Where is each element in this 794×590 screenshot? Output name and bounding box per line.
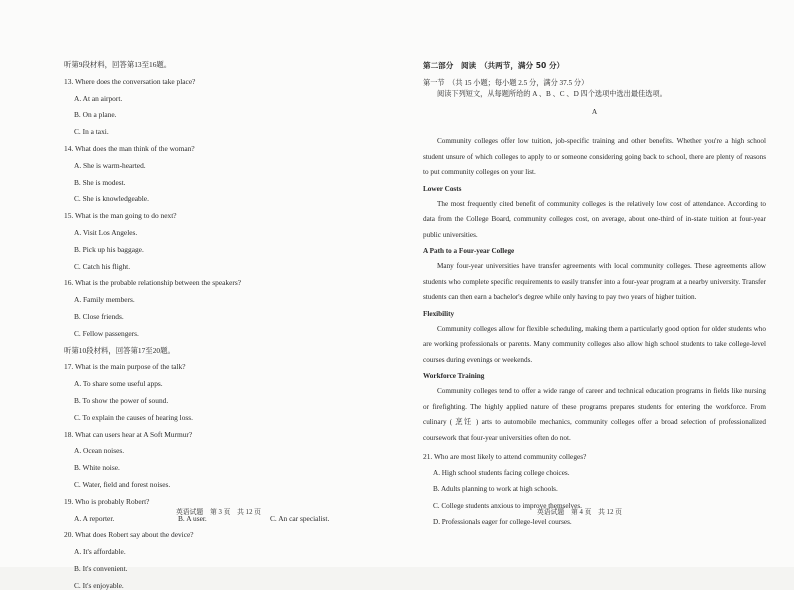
answer-option: C. She is knowledgeable. (74, 194, 149, 204)
answer-option: C. It's enjoyable. (74, 580, 124, 590)
answer-option: B. Adults planning to work at high schools. (433, 485, 558, 494)
question-text: 13. Where does the conversation take place? (64, 76, 196, 86)
left-question-list-2 (64, 530, 377, 589)
answer-option: C. In a taxi. (74, 127, 109, 137)
answer-option: B. White noise. (74, 463, 120, 473)
section-paragraph: Community colleges allow for flexible scheduling, making them a particularly good option for older students who are working professionals or parents. Many community colleges also allow high school students to take college-level courses during evenings or weekends. (423, 324, 766, 364)
question-text: 14. What does the man think of the woman? (64, 143, 195, 153)
right-page (397, 0, 794, 567)
section-paragraph: The most frequently cited benefit of community colleges is the relatively low cost of attendance. According to data from the College Board, community colleges cost, on average, about one-third of in-state tuition at four-year public universities. (423, 199, 766, 239)
section-heading: Workforce Training (423, 372, 485, 380)
passage-sections (423, 185, 766, 447)
section-title: 第二部分 阅读 （共两节，满分 50 分） (423, 61, 565, 70)
section-heading: Flexibility (423, 309, 455, 318)
right-page-footer: 英语试题 第 4 页 共 12 页 (537, 509, 622, 516)
answer-option: C. Catch his flight. (74, 261, 131, 271)
answer-option: D. Professionals eager for college-level courses. (433, 518, 572, 527)
section-paragraph: Many four-year universities have transfer agreements with local community colleges. These agreements allow students who complete specific requirements to easily transfer into a four-year program at a nearby university. Transfer students can then earn a bachelor's degree while only having to pay two years of higher tuition. (423, 262, 766, 301)
question-text: 15. What is the man going to do next? (64, 211, 177, 221)
q19-option-b: B. A user. (178, 513, 207, 523)
answer-option: A. High school students facing college choices. (433, 468, 570, 477)
question-21: 21. Who are most likely to attend community colleges? (423, 452, 587, 461)
answer-option: A. Visit Los Angeles. (74, 227, 138, 237)
answer-option: A. Ocean noises. (74, 446, 125, 456)
question-text: 16. What is the probable relationship between the speakers? (64, 278, 241, 288)
q19-option-c: C. An car specialist. (270, 513, 330, 523)
answer-option: A. It's affordable. (74, 547, 126, 557)
question-21-options (423, 469, 766, 528)
answer-option: A. Family members. (74, 295, 135, 305)
answer-option: C. Fellow passengers. (74, 328, 139, 338)
answer-option: B. Pick up his baggage. (74, 244, 144, 254)
question-text: 20. What does Robert say about the device? (64, 530, 194, 540)
question-text: 17. What is the main purpose of the talk? (64, 362, 186, 372)
question-text: 听第10段材料，回答第17至20题。 (64, 345, 175, 355)
subsection-title: 第一节 （共 15 小题；每小题 2.5 分，满分 37.5 分） (423, 79, 589, 87)
left-page-footer: 英语试题 第 3 页 共 12 页 (176, 509, 261, 516)
left-question-list (64, 60, 377, 506)
answer-option: A. She is warm-hearted. (74, 160, 146, 170)
question-text: 19. Who is probably Robert? (64, 496, 150, 506)
passage-label: A (591, 107, 598, 116)
passage-intro: Community colleges offer low tuition, job-specific training and other benefits. Whether you're a high school student unsure of which colleges to apply to or someone considering going back to school, there are plenty of reasons to put community colleges on your list. (423, 137, 766, 176)
answer-option: C. To explain the causes of hearing loss. (74, 412, 194, 422)
answer-option: C. College students anxious to improve themselves. (433, 501, 582, 510)
answer-option: B. To show the power of sound. (74, 395, 169, 405)
answer-option: B. It's convenient. (74, 563, 128, 573)
section-heading: Lower Costs (423, 184, 462, 193)
section-paragraph: Community colleges tend to offer a wide range of career and technical education programs in fields like nursing or firefighting. The highly applied nature of these programs prepares students for entering the workforce. From culinary ( 烹饪 ) arts to automobile mechanics, community colleges offer a broad selection of professionalized coursework that four-year universities often do not. (423, 387, 766, 442)
question-text: 18. What can users hear at A Soft Murmur? (64, 429, 193, 439)
section-heading: A Path to a Four-year College (423, 247, 515, 255)
q19-option-a: A. A reporter. (74, 513, 115, 523)
answer-option: B. She is modest. (74, 177, 126, 187)
answer-option: A. To share some useful apps. (74, 379, 163, 389)
question-text: 听第9段材料，回答第13至16题。 (64, 60, 172, 69)
answer-option: A. At an airport. (74, 93, 123, 103)
answer-option: C. Water, field and forest noises. (74, 479, 171, 489)
answer-option: B. On a plane. (74, 110, 117, 120)
reading-instruction: 阅读下列短文，从每题所给的 A 、B 、C 、D 四个选项中选出最佳选项。 (437, 90, 667, 98)
answer-option: B. Close friends. (74, 311, 124, 321)
